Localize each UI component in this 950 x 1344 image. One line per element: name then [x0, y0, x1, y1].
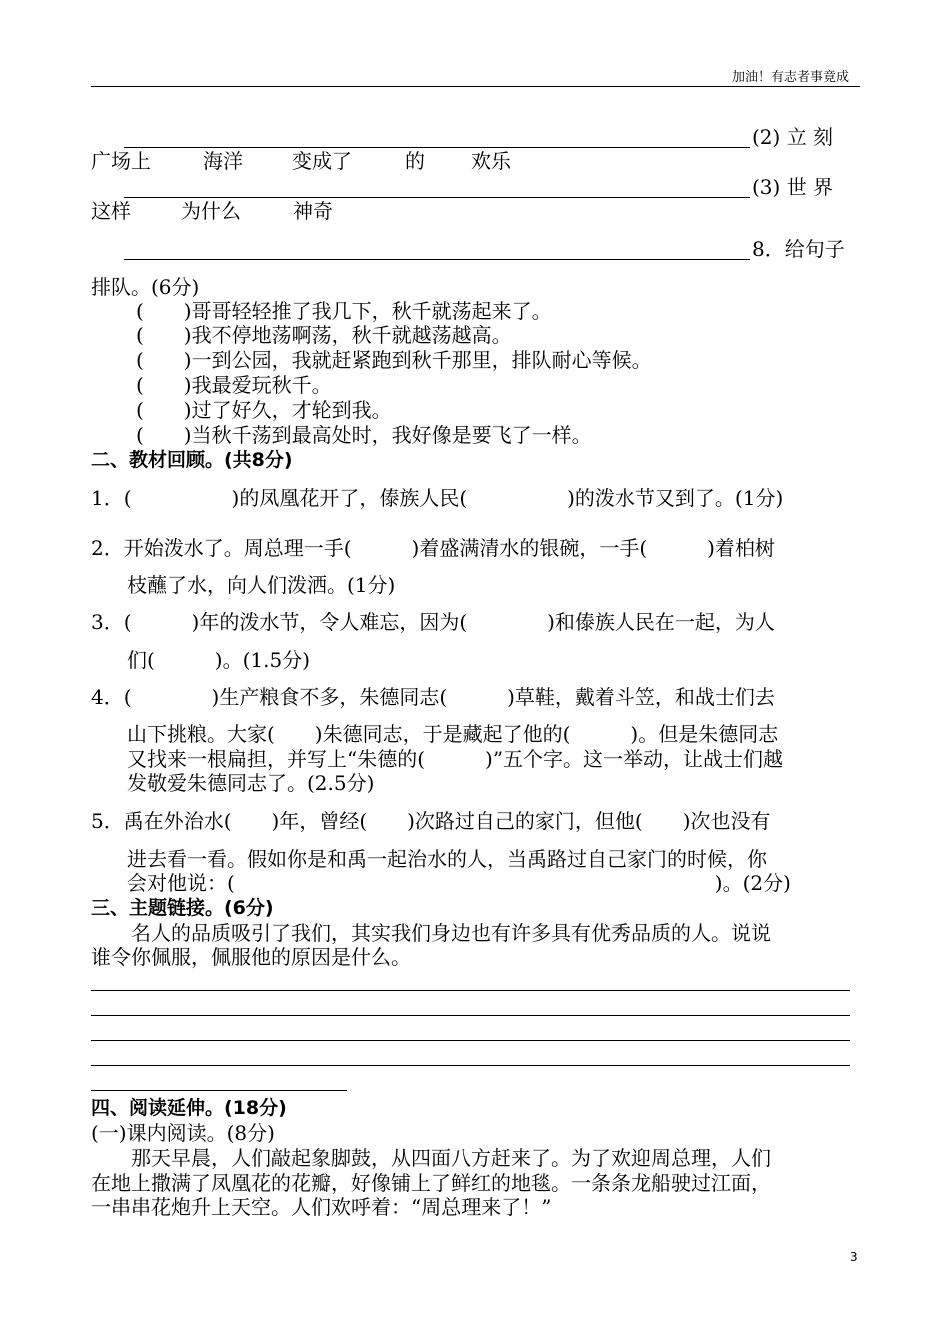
sentence-2: ( )我不停地荡啊荡，秋千就越荡越高。	[136, 323, 512, 347]
s2-q2-line1: 2．开始泼水了。周总理一手( )着盛满清水的银碗，一手( )着柏树	[91, 536, 775, 560]
s2-q4-line2: 山下挑粮。大家( )朱德同志，于是藏起了他的( )。但是朱德同志	[127, 722, 779, 746]
s2-q4-line1: 4．( )生产粮食不多，朱德同志( )草鞋，戴着斗笠，和战士们去	[91, 685, 775, 709]
q3-word-1: 这样	[91, 199, 131, 223]
s3-paragraph-line1: 名人的品质吸引了我们，其实我们身边也有许多具有优秀品质的人。说说	[91, 921, 771, 945]
s2-q4-line3: 又找来一根扁担，并写上“朱德的( )”五个字。这一举动，让战士们越	[127, 747, 784, 771]
header-rule	[91, 86, 860, 87]
s4-paragraph-line2: 在地上撒满了凤凰花的花瓣，好像铺上了鲜红的地毯。一条条龙船驶过江面，	[91, 1171, 771, 1195]
q2-word-2: 海洋	[203, 149, 243, 173]
sentence-5: ( )过了好久，才轮到我。	[136, 398, 392, 422]
s2-q5-line1: 5．禹在外治水( )年，曾经( )次路过自己的家门，但他( )次也没有	[91, 809, 771, 833]
sentence-3: ( )一到公园，我就赶紧跑到秋千那里，排队耐心等候。	[136, 348, 652, 372]
s4-subtitle: (一)课内阅读。(8分)	[91, 1121, 275, 1145]
writing-line-1	[91, 990, 850, 991]
s2-q5-line3: 会对他说：( )。(2分)	[127, 871, 791, 895]
s2-q1: 1．( )的凤凰花开了，傣族人民( )的泼水节又到了。(1分)	[91, 486, 784, 510]
s4-paragraph-line1: 那天早晨，人们敲起象脚鼓，从四面八方赶来了。为了欢迎周总理，人们	[91, 1146, 771, 1170]
answer-line-q2	[124, 147, 750, 148]
s3-paragraph-line2: 谁令你佩服，佩服他的原因是什么。	[91, 945, 411, 969]
sentence-1: ( )哥哥轻轻推了我几下，秋千就荡起来了。	[136, 299, 552, 323]
sentence-6: ( )当秋千荡到最高处时，我好像是要飞了一样。	[136, 423, 592, 447]
s2-q2-line2: 枝蘸了水，向人们泼洒。(1分)	[127, 573, 396, 597]
q2-word-1: 广场上	[91, 149, 151, 173]
s2-q4-line4: 发敬爱朱德同志了。(2.5分)	[127, 771, 375, 795]
q2-word-4: 的	[405, 149, 425, 173]
writing-line-5	[91, 1090, 347, 1091]
q3-word-3: 神奇	[293, 199, 333, 223]
section2-title: 二、教材回顾。(共8分)	[91, 449, 293, 471]
q3-label: (3) 世 界	[752, 175, 834, 199]
answer-line-q3b	[124, 259, 750, 260]
answer-line-q3	[124, 197, 750, 198]
q2-word-3: 变成了	[292, 149, 352, 173]
section4-title: 四、阅读延伸。(18分)	[91, 1097, 287, 1119]
s2-q5-line2: 进去看一看。假如你是和禹一起治水的人，当禹路过自己家门的时候，你	[127, 847, 767, 871]
writing-line-4	[91, 1065, 850, 1066]
q2-label: (2) 立 刻	[752, 125, 834, 149]
s2-q3-line2: 们( )。(1.5分)	[127, 648, 311, 672]
sentence-4: ( )我最爱玩秋千。	[136, 373, 332, 397]
s4-paragraph-line3: 一串串花炮升上天空。人们欢呼着：“周总理来了！”	[91, 1195, 552, 1219]
header-motto: 加油！有志者事竟成	[732, 70, 850, 85]
section3-title: 三、主题链接。(6分)	[91, 897, 274, 919]
writing-line-2	[91, 1015, 850, 1016]
q8-intro: 排队。(6分)	[91, 275, 200, 299]
writing-line-3	[91, 1040, 850, 1041]
q3-word-2: 为什么	[181, 199, 241, 223]
page-number: 3	[850, 1250, 858, 1264]
q8-label: 8．给句子	[752, 237, 845, 261]
s2-q3-line1: 3．( )年的泼水节，令人难忘，因为( )和傣族人民在一起，为人	[91, 610, 775, 634]
q2-word-5: 欢乐	[471, 149, 511, 173]
